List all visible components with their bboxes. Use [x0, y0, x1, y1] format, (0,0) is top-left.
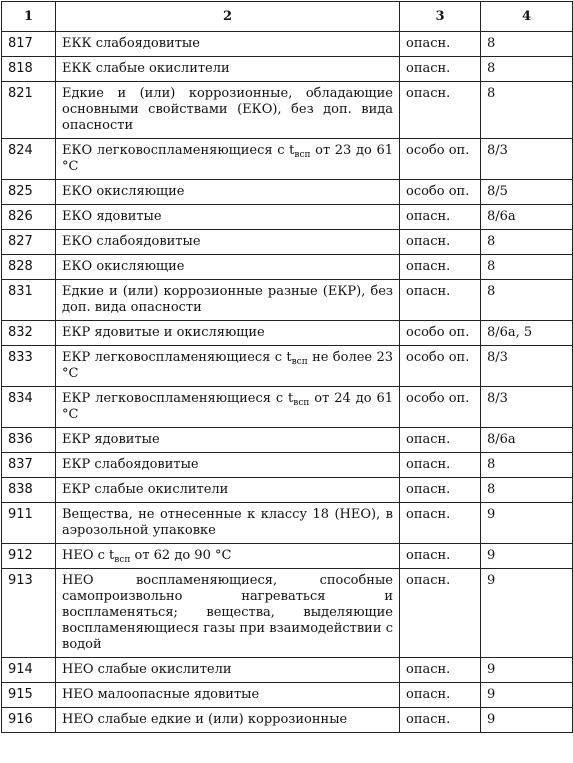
danger-level-cell: опасн.: [400, 658, 481, 683]
column-header: 4: [481, 2, 573, 32]
description-cell: Вещества, не отнесенные к классу 18 (НЕО), в аэрозольной упаковке: [56, 503, 400, 544]
danger-level-cell: опасн.: [400, 205, 481, 230]
flash-point-subscript: всп: [294, 150, 311, 160]
table-row: [2, 205, 573, 230]
table-row: [2, 230, 573, 255]
danger-level-cell: опасн.: [400, 428, 481, 453]
code-cell: 833: [2, 346, 56, 387]
class-cell: 8: [481, 230, 573, 255]
dangerous-goods-table: [1, 1, 573, 733]
code-cell: 911: [2, 503, 56, 544]
table-row: [2, 478, 573, 503]
description-text: не более 23 °С: [62, 350, 393, 381]
class-cell: 8: [481, 280, 573, 321]
danger-level-cell: особо оп.: [400, 139, 481, 180]
danger-level-cell: опасн.: [400, 503, 481, 544]
description-cell: [56, 346, 400, 387]
description-cell: ЕКО слабоядовитые: [56, 230, 400, 255]
class-cell: 8: [481, 255, 573, 280]
description-cell: ЕКР слабые окислители: [56, 478, 400, 503]
class-cell: 9: [481, 708, 573, 733]
class-cell: 8/6а, 5: [481, 321, 573, 346]
table-row: [2, 255, 573, 280]
code-cell: 828: [2, 255, 56, 280]
code-cell: 834: [2, 387, 56, 428]
class-cell: 9: [481, 569, 573, 658]
description-text: от 24 до 61 °С: [62, 391, 393, 422]
class-cell: 9: [481, 658, 573, 683]
description-cell: ЕКР ядовитые: [56, 428, 400, 453]
description-text: НЕО с t: [62, 548, 115, 563]
code-cell: 912: [2, 544, 56, 569]
table-row: [2, 82, 573, 139]
flash-point-subscript: всп: [114, 555, 131, 565]
table-row: [2, 280, 573, 321]
code-cell: 837: [2, 453, 56, 478]
table-row: [2, 544, 573, 569]
danger-level-cell: опасн.: [400, 683, 481, 708]
class-cell: 8/3: [481, 346, 573, 387]
class-cell: 8/5: [481, 180, 573, 205]
table-row: [2, 708, 573, 733]
description-cell: НЕО малоопасные ядовитые: [56, 683, 400, 708]
class-cell: 8/6а: [481, 205, 573, 230]
class-cell: 9: [481, 683, 573, 708]
danger-level-cell: особо оп.: [400, 180, 481, 205]
class-cell: 8: [481, 82, 573, 139]
table-row: [2, 453, 573, 478]
table-row: [2, 428, 573, 453]
class-cell: 8: [481, 57, 573, 82]
flash-point-subscript: всп: [293, 398, 310, 408]
code-cell: 826: [2, 205, 56, 230]
danger-level-cell: опасн.: [400, 57, 481, 82]
description-text: ЕКР легковоспламеняющиеся с t: [62, 350, 292, 365]
code-cell: 821: [2, 82, 56, 139]
code-cell: 916: [2, 708, 56, 733]
table-row: [2, 180, 573, 205]
danger-level-cell: опасн.: [400, 255, 481, 280]
flash-point-subscript: всп: [291, 357, 308, 367]
code-cell: 836: [2, 428, 56, 453]
table-row: [2, 57, 573, 82]
class-cell: 8/6а: [481, 428, 573, 453]
danger-level-cell: опасн.: [400, 544, 481, 569]
table-row: [2, 346, 573, 387]
column-header: 3: [400, 2, 481, 32]
table-row: [2, 139, 573, 180]
description-cell: ЕКР слабоядовитые: [56, 453, 400, 478]
danger-level-cell: опасн.: [400, 453, 481, 478]
description-cell: [56, 544, 400, 569]
code-cell: 824: [2, 139, 56, 180]
description-text: от 23 до 61 °С: [62, 143, 393, 174]
danger-level-cell: опасн.: [400, 82, 481, 139]
danger-level-cell: опасн.: [400, 32, 481, 57]
description-cell: [56, 139, 400, 180]
description-cell: ЕКК слабоядовитые: [56, 32, 400, 57]
class-cell: 8/3: [481, 139, 573, 180]
description-cell: ЕКО ядовитые: [56, 205, 400, 230]
description-cell: НЕО слабые едкие и (или) коррозионные: [56, 708, 400, 733]
danger-level-cell: опасн.: [400, 280, 481, 321]
description-cell: ЕКО окисляющие: [56, 255, 400, 280]
table-row: [2, 503, 573, 544]
code-cell: 817: [2, 32, 56, 57]
code-cell: 825: [2, 180, 56, 205]
danger-level-cell: опасн.: [400, 478, 481, 503]
description-cell: НЕО воспламеняющиеся, способные самопроизвольно нагреваться и воспламеняться; вещества, выделяющие воспламеняющиеся газы при взаимодействии с водой: [56, 569, 400, 658]
class-cell: 9: [481, 503, 573, 544]
table-row: [2, 321, 573, 346]
description-cell: Едкие и (или) коррозионные разные (ЕКР), без доп. вида опасности: [56, 280, 400, 321]
description-cell: ЕКК слабые окислители: [56, 57, 400, 82]
code-cell: 827: [2, 230, 56, 255]
code-cell: 913: [2, 569, 56, 658]
danger-level-cell: опасн.: [400, 708, 481, 733]
class-cell: 8: [481, 453, 573, 478]
column-header: 1: [2, 2, 56, 32]
description-cell: Едкие и (или) коррозионные, обладающие основными свойствами (ЕКО), без доп. вида опасности: [56, 82, 400, 139]
table-row: [2, 658, 573, 683]
code-cell: 832: [2, 321, 56, 346]
code-cell: 831: [2, 280, 56, 321]
description-cell: ЕКР ядовитые и окисляющие: [56, 321, 400, 346]
header-row: [2, 2, 573, 32]
code-cell: 915: [2, 683, 56, 708]
code-cell: 914: [2, 658, 56, 683]
description-text: от 62 до 90 °С: [130, 548, 232, 563]
description-cell: [56, 387, 400, 428]
table-row: [2, 683, 573, 708]
danger-level-cell: особо оп.: [400, 346, 481, 387]
class-cell: 8/3: [481, 387, 573, 428]
description-cell: НЕО слабые окислители: [56, 658, 400, 683]
class-cell: 8: [481, 32, 573, 57]
code-cell: 838: [2, 478, 56, 503]
code-cell: 818: [2, 57, 56, 82]
description-cell: ЕКО окисляющие: [56, 180, 400, 205]
table-row: [2, 32, 573, 57]
table-row: [2, 569, 573, 658]
table-row: [2, 387, 573, 428]
danger-level-cell: особо оп.: [400, 321, 481, 346]
danger-level-cell: особо оп.: [400, 387, 481, 428]
description-text: ЕКР легковоспламеняющиеся с t: [62, 391, 294, 406]
danger-level-cell: опасн.: [400, 569, 481, 658]
column-header: 2: [56, 2, 400, 32]
description-text: ЕКО легковоспламеняющиеся с t: [62, 143, 295, 158]
class-cell: 9: [481, 544, 573, 569]
class-cell: 8: [481, 478, 573, 503]
danger-level-cell: опасн.: [400, 230, 481, 255]
